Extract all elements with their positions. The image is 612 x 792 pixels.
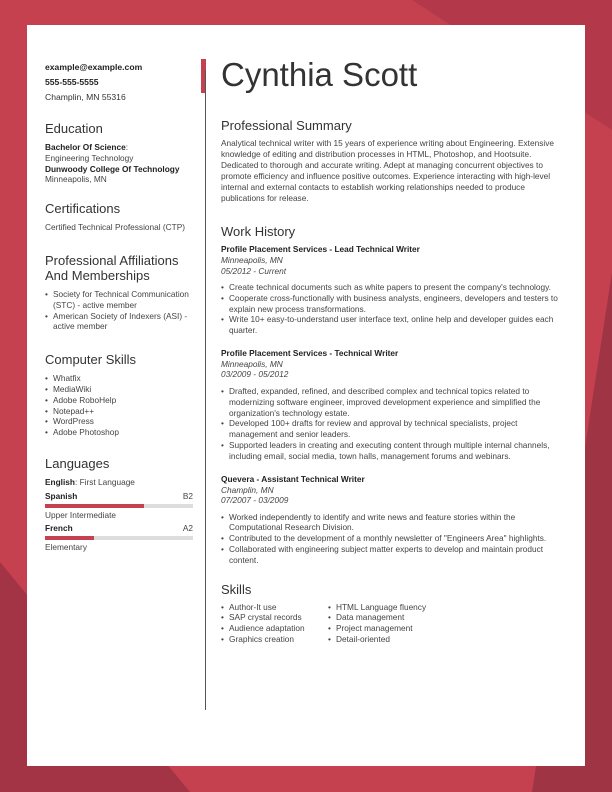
computer-skills-list xyxy=(45,373,193,438)
certification-text: Certified Technical Professional (CTP) xyxy=(45,222,186,233)
email[interactable]: example@example.com xyxy=(45,62,143,72)
list-item: • Cooperate cross-functionally with business analysts, engineers, developers and testers to explain new process transformations. xyxy=(221,293,566,315)
list-item: • Project management xyxy=(328,623,435,634)
list-item: • HTML Language fluency xyxy=(328,602,435,613)
list-item: • Contributed to the development of a monthly newsletter of "Engineers Area" highlights. xyxy=(221,533,566,544)
contact-info xyxy=(45,60,193,105)
proficiency-fill xyxy=(45,504,144,508)
job-entry xyxy=(221,348,566,462)
resume-page xyxy=(27,25,585,766)
list-item: • Drafted, expanded, refined, and described complex and technical topics related to modernizing software engineer, improved development experience and simplified the organization's technology estate. xyxy=(221,386,566,418)
degree-suffix: : xyxy=(125,142,129,152)
phone[interactable]: 555-555-5555 xyxy=(45,77,99,87)
affiliations-heading: Professional Affiliations And Memberships xyxy=(45,252,179,283)
candidate-name: Cynthia Scott xyxy=(221,56,418,93)
list-item: • Whatfix xyxy=(45,373,193,384)
education-block xyxy=(45,142,193,185)
job-title: Profile Placement Services - Lead Technical Writer xyxy=(221,244,420,254)
language-code: B2 xyxy=(182,490,193,501)
list-item: • SAP crystal records xyxy=(221,612,328,623)
right-column xyxy=(221,56,566,645)
proficiency-fill xyxy=(45,536,94,540)
list-item: • Notepad++ xyxy=(45,406,193,417)
list-item: • Adobe Photoshop xyxy=(45,427,193,438)
language-level: Upper Intermediate xyxy=(45,509,117,520)
list-item: • Society for Technical Communication (STC) - active member xyxy=(45,289,193,311)
skills-heading: Skills xyxy=(221,581,252,597)
list-item: • Data management xyxy=(328,612,435,623)
list-item: • Graphics creation xyxy=(221,634,328,645)
proficiency-bar xyxy=(45,536,193,540)
language-name: Spanish xyxy=(45,490,78,501)
school-location: Minneapolis, MN xyxy=(45,174,107,185)
degree: Bachelor Of Science xyxy=(45,142,126,152)
skills-columns xyxy=(221,602,566,645)
list-item: • Supported leaders in creating and executing content through multiple internal channels, including email, social media, town halls, management forums and webinars. xyxy=(221,440,566,462)
job-title: Profile Placement Services - Technical Writer xyxy=(221,347,399,358)
column-divider xyxy=(205,70,206,710)
list-item: • MediaWiki xyxy=(45,384,193,395)
language-level: Elementary xyxy=(45,542,87,553)
language-level: : First Language xyxy=(74,476,135,487)
language-item xyxy=(45,491,193,521)
list-item: • Create technical documents such as white papers to present the company's technology. xyxy=(221,282,566,293)
language-english xyxy=(45,477,193,488)
job-dates: 05/2012 - Current xyxy=(221,265,287,276)
job-entry xyxy=(221,244,566,336)
list-item: • Audience adaptation xyxy=(221,623,328,634)
field: Engineering Technology xyxy=(45,152,134,163)
job-location: Champlin, MN xyxy=(221,484,274,495)
school: Dunwoody College Of Technology xyxy=(45,163,180,174)
list-item: • Worked independently to identify and write news and feature stories within the Computational Research Division. xyxy=(221,512,566,534)
list-item: • WordPress xyxy=(45,416,193,427)
language-code: A2 xyxy=(182,523,193,534)
job-dates: 03/2009 - 05/2012 xyxy=(221,369,289,380)
certifications-heading: Certifications xyxy=(45,201,121,217)
language-item xyxy=(45,523,193,553)
location: Champlin, MN 55316 xyxy=(45,92,126,102)
job-title: Quevera - Assistant Technical Writer xyxy=(221,473,365,484)
proficiency-bar xyxy=(45,504,193,508)
languages-heading: Languages xyxy=(45,455,110,471)
list-item: • Detail-oriented xyxy=(328,634,435,645)
affiliations-list xyxy=(45,289,193,332)
list-item: • Author-It use xyxy=(221,602,328,613)
summary-text: Analytical technical writer with 15 years of experience writing about Engineering. Extensive knowledge of editing and distribution processes in HTML, Photoshop, and Hootsuite. Dedicated to thorough and accurate writing. Adept at managing concurrent objectives to promote efficiency and influence positive outcomes. Experience interacting with high-level internal and external contacts to establish working relationships needed to produce publications for release. xyxy=(221,138,554,203)
job-entry xyxy=(221,474,566,566)
summary-heading: Professional Summary xyxy=(221,118,352,133)
job-location: Minneapolis, MN xyxy=(221,255,283,265)
work-history-heading: Work History xyxy=(221,224,296,239)
language-name: French xyxy=(45,523,73,534)
job-location: Minneapolis, MN xyxy=(221,358,283,369)
list-item: • Write 10+ easy-to-understand user interface text, online help and developer guides each quarter. xyxy=(221,314,566,336)
list-item: • Developed 100+ drafts for review and approval by technical specialists, project management and senior leaders. xyxy=(221,418,566,440)
job-dates: 07/2007 - 03/2009 xyxy=(221,495,289,506)
education-heading: Education xyxy=(45,121,103,136)
language-name: English xyxy=(45,476,75,487)
list-item: • American Society of Indexers (ASI) - active member xyxy=(45,311,193,333)
computer-skills-heading: Computer Skills xyxy=(45,352,137,368)
left-column xyxy=(45,60,193,553)
list-item: • Adobe RoboHelp xyxy=(45,395,193,406)
list-item: • Collaborated with engineering subject matter experts to develop and maintain product content. xyxy=(221,544,566,566)
